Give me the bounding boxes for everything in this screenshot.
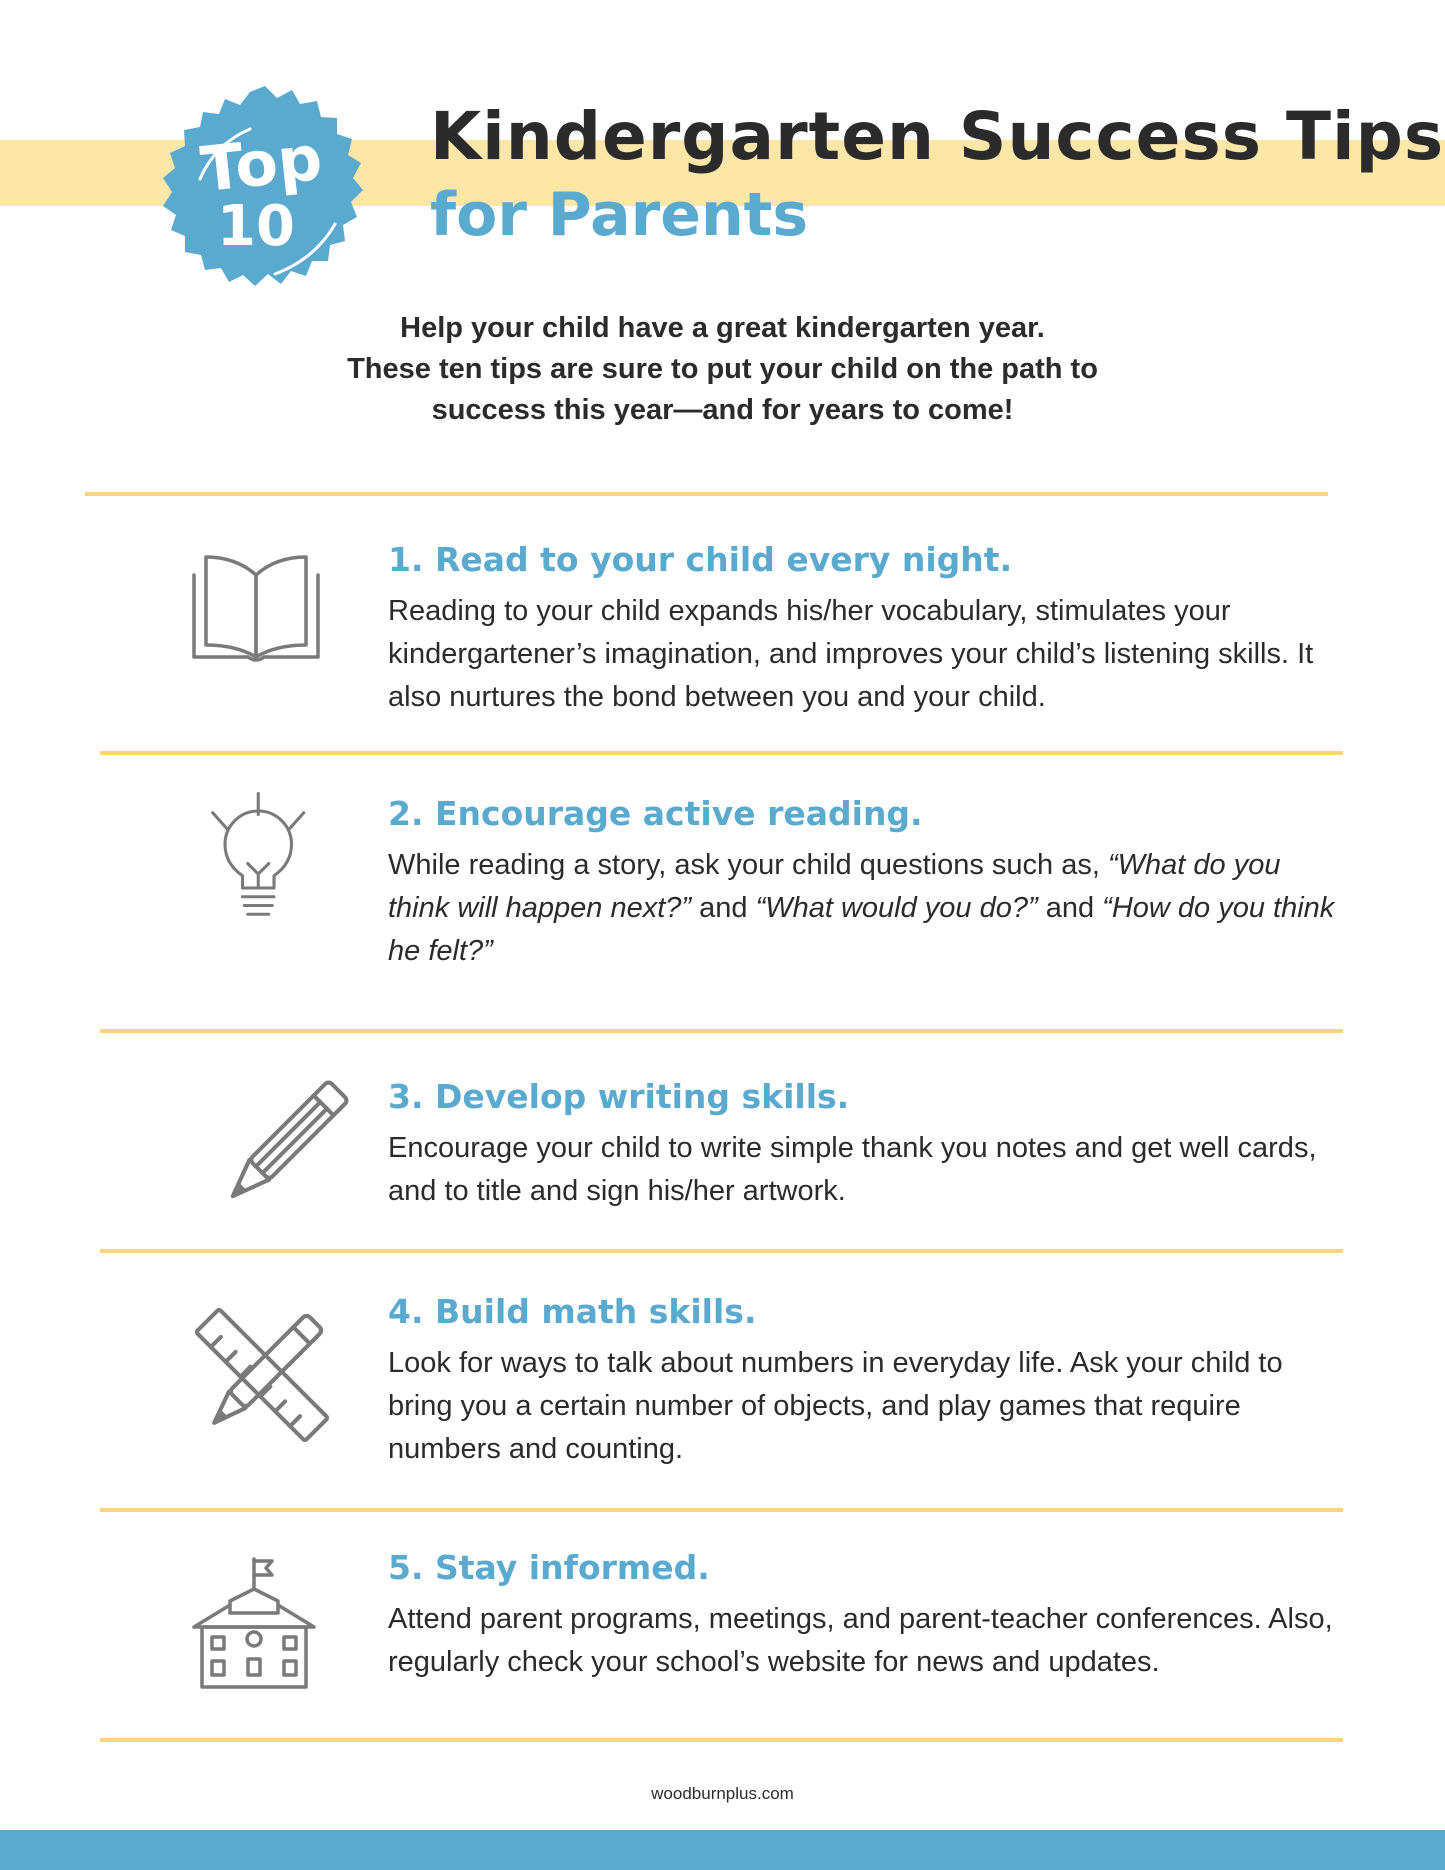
divider xyxy=(85,492,1328,496)
tip-2-body-text: and xyxy=(1037,892,1103,924)
tip-3-body: Encourage your child to write simple thank you notes and get well cards, and to title and sign his/her artwork. xyxy=(388,1132,1317,1207)
badge-label xyxy=(155,84,375,304)
divider xyxy=(100,751,1343,755)
page-title: Kindergarten Success Tips xyxy=(430,98,1445,175)
page-subtitle: for Parents xyxy=(430,180,809,250)
school-building-icon xyxy=(188,1555,328,1695)
pencil-ruler-icon xyxy=(192,1305,332,1445)
pencil-icon xyxy=(214,1075,354,1215)
divider xyxy=(100,1738,1343,1742)
tip-4-heading: 4. Build math skills. xyxy=(388,1292,757,1331)
tip-2-body-text: and xyxy=(691,892,756,924)
footer-website[interactable]: woodburnplus.com xyxy=(651,1784,794,1803)
divider xyxy=(100,1029,1343,1033)
tip-5-body: Attend parent programs, meetings, and parent-teacher conferences. Also, regularly check your school’s website for news and updates. xyxy=(388,1603,1333,1678)
badge-line-top: Top xyxy=(197,120,326,207)
tip-1-heading: 1. Read to your child every night. xyxy=(388,540,1013,579)
tip-2-question-3: “How do you think he felt?” xyxy=(388,892,1335,967)
tip-2-question-2: “What would you do?” xyxy=(755,892,1038,924)
tip-1-body: Reading to your child expands his/her vocabulary, stimulates your kindergartener’s imagination, and improves your child’s listening skills. It also nurtures the bond between you and your child. xyxy=(388,595,1314,713)
intro-line-2: These ten tips are sure to put your child on the path to xyxy=(347,353,1098,385)
divider xyxy=(100,1249,1343,1253)
intro-line-1: Help your child have a great kindergarten year. xyxy=(400,312,1045,344)
intro-line-3: success this year—and for years to come! xyxy=(431,394,1014,426)
tip-2-body xyxy=(388,844,1348,973)
badge-line-number: 10 xyxy=(217,194,295,259)
tip-2-heading: 2. Encourage active reading. xyxy=(388,794,923,833)
tip-2-question-1: “What do you think will happen next?” xyxy=(388,849,1281,924)
intro-text xyxy=(250,308,1195,431)
tip-4-body: Look for ways to talk about numbers in everyday life. Ask your child to bring you a certain number of objects, and play games that require numbers and counting. xyxy=(388,1347,1283,1465)
tip-5-heading: 5. Stay informed. xyxy=(388,1548,710,1587)
tip-2-body-text: While reading a story, ask your child questions such as, xyxy=(388,849,1108,881)
footer-band xyxy=(0,1830,1445,1870)
open-book-icon xyxy=(186,545,326,685)
tip-3-heading: 3. Develop writing skills. xyxy=(388,1077,850,1116)
lightbulb-icon xyxy=(190,790,330,930)
divider xyxy=(100,1508,1343,1512)
